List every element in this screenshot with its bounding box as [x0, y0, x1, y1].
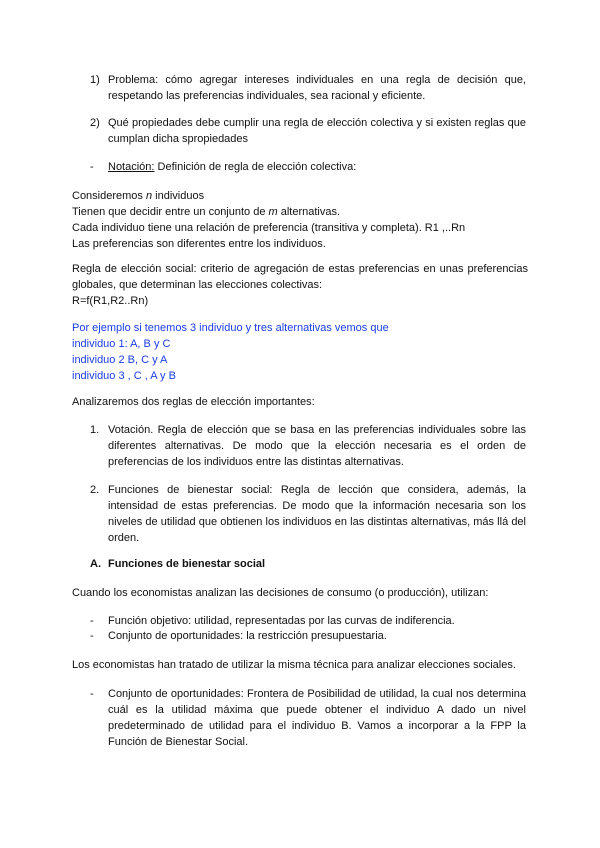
list-item-text: Qué propiedades debe cumplir una regla de elección colectiva y si existen reglas que cumplan dicha spropiedades	[108, 117, 526, 145]
bullet-dash: -	[90, 161, 94, 173]
list-item-text: Conjunto de oportunidades: Frontera de Posibilidad de utilidad, la cual nos determina cuál es la utilidad máxima que puede obtener el individuo A dado un nivel predeterminado de utilidad para el individuo B. Vamos a incorporar a la FPP la Función de Bienestar Social.	[108, 688, 526, 748]
text-line: Cada individuo tiene una relación de preferencia (transitiva y completa). R1 ,..Rn	[72, 222, 466, 234]
example-line: individuo 2 B, C y A	[72, 354, 168, 366]
section-title: Funciones de bienestar social	[108, 558, 266, 570]
list-item-text: Conjunto de oportunidades: la restricción presupuestaria.	[108, 630, 387, 642]
paragraph: Analizaremos dos reglas de elección importantes:	[72, 396, 315, 408]
list-item-text: Función objetivo: utilidad, representadas por las curvas de indiferencia.	[108, 615, 455, 627]
text-span: Consideremos	[72, 190, 146, 202]
list-number: 2.	[90, 484, 100, 496]
list-number: 1)	[90, 74, 100, 86]
example-line: Por ejemplo si tenemos 3 individuo y tres alternativas vemos que	[72, 322, 389, 334]
list-number: 1.	[90, 424, 100, 436]
text-span: individuos	[152, 190, 205, 202]
list-item-text: Votación. Regla de elección que se basa en las preferencias individuales sobre las diferentes alternativas. De modo que la elección necesaria es el orden de preferencias de los individuos entre las distintas alternativas.	[108, 424, 526, 468]
formula: R=f(R1,R2..Rn)	[72, 295, 149, 307]
variable-n: n	[145, 190, 153, 202]
list-item-text: Problema: cómo agregar intereses individuales en una regla de decisión que, respetando las preferencias individuales, sea racional y eficiente.	[108, 74, 526, 102]
text-span: Tienen que decidir entre un conjunto de	[72, 206, 269, 218]
text-line: Regla de elección social: criterio de agregación de estas preferencias en unas preferencias globales, que determinan las elecciones colectivas:	[72, 263, 528, 291]
notation-text: Definición de regla de elección colectiva:	[154, 161, 357, 173]
variable-m: m	[268, 206, 278, 218]
paragraph: Cuando los economistas analizan las decisiones de consumo (o producción), utilizan:	[72, 587, 489, 599]
list-number: 2)	[90, 117, 100, 129]
bullet-dash: -	[90, 630, 94, 642]
section-letter: A.	[90, 558, 101, 570]
notation-label: Notación:	[108, 161, 155, 173]
definitions-paragraph	[72, 188, 532, 252]
paragraph: Los economistas han tratado de utilizar la misma técnica para analizar elecciones sociales.	[72, 659, 516, 671]
example-block	[72, 320, 532, 384]
text-span: alternativas.	[277, 206, 341, 218]
example-line: individuo 1: A, B y C	[72, 338, 171, 350]
bullet-dash: -	[90, 615, 94, 627]
social-rule-paragraph	[72, 261, 528, 309]
bullet-dash: -	[90, 688, 94, 700]
example-line: individuo 3 , C , A y B	[72, 370, 176, 382]
text-line: Las preferencias son diferentes entre los individuos.	[72, 238, 326, 250]
list-item-text: Funciones de bienestar social: Regla de lección que considera, además, la intensidad de estas preferencias. De modo que la información necesaria son los niveles de utilidad que obtienen los individuos en las distintas alternativas, más llá del orden.	[108, 484, 526, 544]
